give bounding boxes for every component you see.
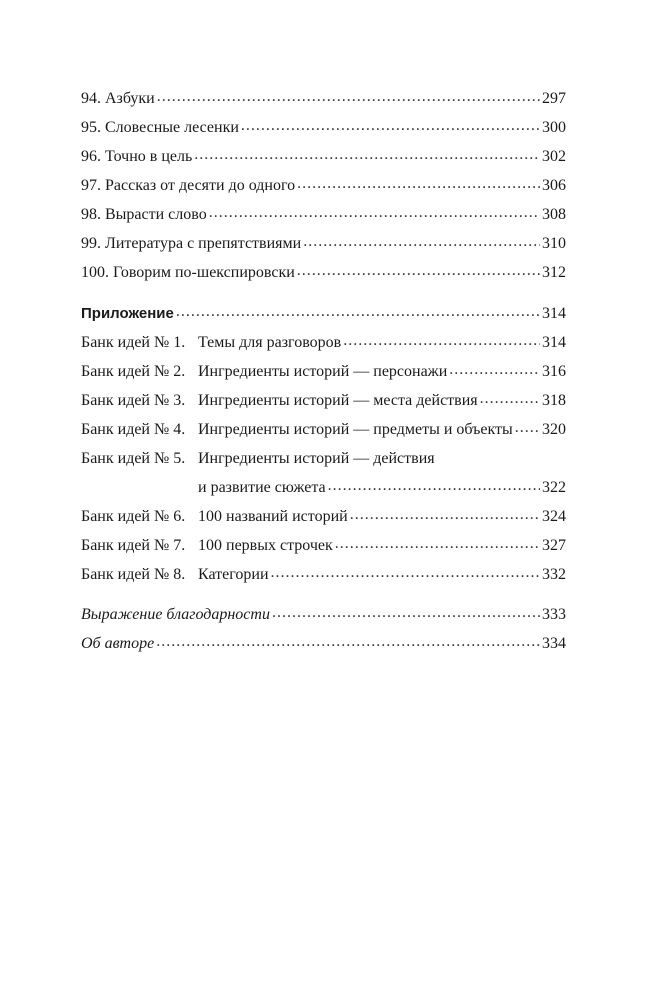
dot-leader: [297, 256, 540, 285]
dot-leader: [297, 169, 540, 198]
toc-entry-number: Банк идей № 5.: [81, 450, 186, 467]
toc-entry-title: Категории: [198, 566, 269, 583]
dot-leader: [343, 326, 540, 355]
toc-entry-page: 324: [542, 508, 566, 525]
toc-entry-title: 100 названий историй: [198, 508, 348, 525]
toc-entry-page: 318: [542, 392, 566, 409]
toc-entry-number: Банк идей № 1.: [81, 334, 186, 351]
toc-entry[interactable]: [81, 84, 566, 113]
dot-leader: [209, 198, 540, 227]
toc-entry-page: 322: [542, 479, 566, 496]
toc-entry-page: 308: [542, 206, 566, 223]
dot-leader: [449, 355, 540, 384]
toc-entry[interactable]: [81, 328, 566, 357]
toc-entry[interactable]: [81, 415, 566, 444]
toc-entry-title: 95. Словесные лесенки: [81, 119, 239, 136]
toc-entry-title: 98. Вырасти слово: [81, 206, 207, 223]
dot-leader: [156, 627, 540, 656]
toc-entry-title: Об авторе: [81, 635, 155, 652]
toc-entry-title: Темы для разговоров: [198, 334, 342, 351]
dot-leader: [157, 82, 540, 111]
toc-entry-page: 302: [542, 148, 566, 165]
toc-entry[interactable]: [81, 229, 566, 258]
toc-entry-title: 94. Азбуки: [81, 90, 155, 107]
toc-entry[interactable]: [81, 386, 566, 415]
section-title: Приложение: [81, 305, 174, 322]
toc-entry-continuation[interactable]: [81, 473, 566, 502]
toc-entry-page: 316: [542, 363, 566, 380]
toc-entry[interactable]: [81, 357, 566, 386]
toc-entry[interactable]: [81, 113, 566, 142]
toc-entry-number: Банк идей № 3.: [81, 392, 186, 409]
toc-entry-page: 332: [542, 566, 566, 583]
toc-entry-title: Выражение благодарности: [81, 606, 270, 623]
toc-entry-title-continuation: и развитие сюжета: [198, 479, 326, 496]
toc-entry-page: 300: [542, 119, 566, 136]
toc-entry-acknowledgements[interactable]: [81, 600, 566, 629]
toc-entry-title: 100 первых строчек: [198, 537, 333, 554]
toc-entry-title: Ингредиенты историй — действия: [198, 450, 435, 467]
toc-entry[interactable]: [81, 200, 566, 229]
toc-entry-page: 306: [542, 177, 566, 194]
toc-entry-page: 310: [542, 235, 566, 252]
dot-leader: [176, 297, 540, 326]
dot-leader: [328, 471, 540, 500]
toc-entry-title: Ингредиенты историй — персонажи: [198, 363, 448, 380]
dot-leader: [350, 500, 540, 529]
toc-entry-page: 327: [542, 537, 566, 554]
toc-entry[interactable]: [81, 171, 566, 200]
toc-entry-page: 334: [542, 635, 566, 652]
toc-section-appendix[interactable]: [81, 299, 566, 328]
dot-leader: [194, 140, 540, 169]
toc-entry-page: 297: [542, 90, 566, 107]
dot-leader: [480, 384, 540, 413]
toc-entry-number: Банк идей № 2.: [81, 363, 186, 380]
dot-leader: [335, 529, 540, 558]
toc-entry[interactable]: [81, 142, 566, 171]
toc-entry[interactable]: [81, 444, 566, 473]
toc-entry[interactable]: [81, 560, 566, 589]
dot-leader: [272, 598, 540, 627]
table-of-contents: [81, 84, 566, 658]
toc-entry-title: Ингредиенты историй — места действия: [198, 392, 478, 409]
toc-entry-title: 96. Точно в цель: [81, 148, 193, 165]
toc-entry-about-author[interactable]: [81, 629, 566, 658]
toc-entry-title: 99. Литература с препятствиями: [81, 235, 302, 252]
toc-entry-page: 312: [542, 264, 566, 281]
toc-entry[interactable]: [81, 258, 566, 287]
toc-entry-page: 314: [542, 305, 566, 322]
toc-entry-number: Банк идей № 8.: [81, 566, 186, 583]
toc-entry-page: 333: [542, 606, 566, 623]
dot-leader: [241, 111, 540, 140]
toc-entry[interactable]: [81, 531, 566, 560]
dot-leader: [303, 227, 540, 256]
toc-entry-number: Банк идей № 7.: [81, 537, 186, 554]
toc-entry-title: 97. Рассказ от десяти до одного: [81, 177, 296, 194]
toc-entry-number: Банк идей № 4.: [81, 421, 186, 438]
dot-leader: [271, 558, 540, 587]
toc-entry-page: 320: [542, 421, 566, 438]
toc-entry[interactable]: [81, 502, 566, 531]
dot-leader: [515, 413, 540, 442]
toc-entry-title: 100. Говорим по-шекспировски: [81, 264, 295, 281]
toc-entry-number: Банк идей № 6.: [81, 508, 186, 525]
toc-entry-page: 314: [542, 334, 566, 351]
toc-entry-title: Ингредиенты историй — предметы и объекты: [198, 421, 513, 438]
